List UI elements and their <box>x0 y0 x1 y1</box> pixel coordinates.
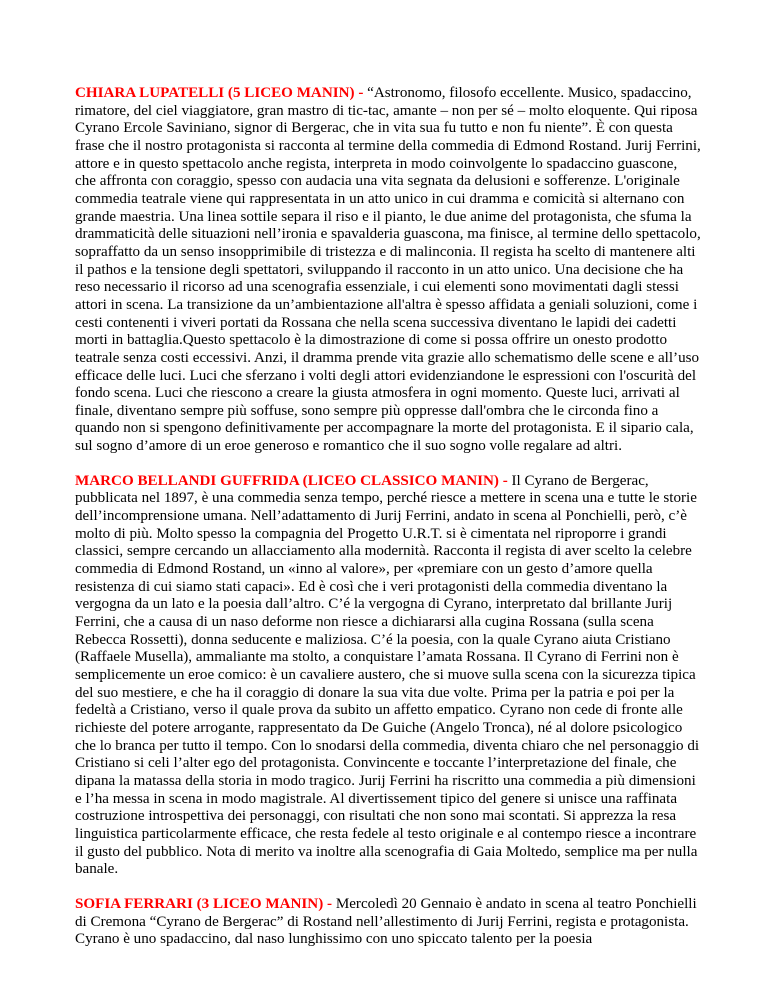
review-paragraph-bellandi <box>75 473 701 879</box>
author-separator: - <box>498 472 512 489</box>
document-body <box>75 85 701 966</box>
review-author: SOFIA FERRARI (3 LICEO MANIN) <box>75 895 324 912</box>
author-separator: - <box>323 895 336 912</box>
review-text: “Astronomo, filosofo eccellente. Musico, spadaccino, rimatore, del ciel viaggiatore, gran mastro di tic-tac, amante – non per sé – molto eloquente. Qui riposa Cyrano Ercole Saviniano, signor di Bergerac, che in vita sua fu tutto e non fu niente”. È con questa frase che il nostro protagonista si racconta al termine della commedia di Edmond Rostand. Jurij Ferrini, attore e in questo spettacolo anche regista, interpreta in modo coinvolgente lo spadaccino guascone, che affronta con coraggio, spesso con audacia una vita segnata da delusioni e sofferenze. L'originale commedia teatrale viene qui rappresentata in un atto unico in cui dramma e comicità si alternano con grande maestria. Una linea sottile separa il riso e il pianto, le due anime del protagonista, che sfuma la drammaticità delle situazioni nell’ironia e spavalderia guascona, ma finisce, al termine dello spettacolo, sopraffatto da un senso insopprimibile di tristezza e di malinconia. Il regista ha scelto di mantenere alti il pathos e la tensione degli spettatori, sviluppando il racconto in un atto unico. Una decisione che ha reso necessario il ricorso ad una scenografia essenziale, i cui elementi sono movimentati dagli stessi attori in scena. La transizione da un’ambientazione all'altra è spesso affidata a geniali soluzioni, come i cesti contenenti i viveri portati da Rossana che nella scena successiva diventano le lapidi dei cadetti morti in battaglia.Questo spettacolo è la dimostrazione di come si possa offrire un onesto prodotto teatrale senza costi eccessivi. Anzi, il dramma prende vita grazie allo schematismo delle scene e all’uso efficace delle luci. Luci che sferzano i volti degli attori evidenziandone le espressioni con l'oscurità del fondo scena. Luci che riescono a creare la giusta atmosfera in ogni momento. Queste luci, arrivati al finale, diventano sempre più soffuse, sono sempre più oppresse dall'ombra che le circonda fino a quando non si spengono definitivamente per accompagnare la morte del protagonista. E il sipario cala, sul sogno d’amore di un eroe generoso e romantico che il suo sogno volle regalare ad altri. <box>75 85 701 455</box>
review-paragraph-lupatelli <box>75 85 701 456</box>
review-text: Mercoledì 20 Gennaio è andato in scena al teatro Ponchielli di Cremona “Cyrano de Bergerac” di Rostand nell’allestimento di Jurij Ferrini, regista e protagonista. Cyrano è uno spadaccino, dal naso lunghissimo con uno spiccato talento per la poesia <box>75 895 697 948</box>
author-separator: - <box>354 85 368 101</box>
review-author: CHIARA LUPATELLI (5 LICEO MANIN) <box>75 85 355 101</box>
review-paragraph-ferrari <box>75 896 701 949</box>
review-author: MARCO BELLANDI GUFFRIDA (LICEO CLASSICO MANIN) <box>75 472 499 489</box>
review-text: Il Cyrano de Bergerac, pubblicata nel 1897, è una commedia senza tempo, perché riesce a mettere in scena una e tutte le storie dell’incomprensione umana. Nell’adattamento di Jurij Ferrini, andato in scena al Ponchielli, però, c’è molto di più. Molto spesso la compagnia del Progetto U.R.T. si è cimentata nel riproporre i grandi classici, sempre cercando un allacciamento alla modernità. Racconta il regista di aver scelto la celebre commedia di Edmond Rostand, un «inno al valore», per «premiare con un gesto d’amore quella resistenza di cui siamo stati capaci». Ed è così che i veri protagonisti della commedia diventano la vergogna da un lato e la poesia dall’altro. C’é la vergogna di Cyrano, interpretato dal brillante Jurij Ferrini, che a causa di un naso deforme non riesce a dichiararsi alla cugina Rossana (sulla scena Rebecca Rossetti), donna seducente e maliziosa. C’é la poesia, con la quale Cyrano aiuta Cristiano (Raffaele Musella), ammaliante ma stolto, a conquistare l’amata Rossana. Il Cyrano di Ferrini non è semplicemente un eroe comico: è un cavaliere austero, che si muove sulla scena con la sicurezza tipica del suo mestiere, e che ha il coraggio di donare la sua vita due volte. Prima per la patria e poi per la fedeltà a Cristiano, verso il quale prova da subito un affetto empatico. Cyrano non cede di fronte alle richieste del potere arrogante, rappresentato da De Guiche (Angelo Tronca), né al dolore psicologico che lo branca per tutto il tempo. Con lo snodarsi della commedia, diventa chiaro che nel personaggio di Cristiano si celi l’alter ego del protagonista. Convincente e toccante l’interpretazione del finale, che dipana la matassa della storia in modo tragico. Jurij Ferrini ha riscritto una commedia a più dimensioni e l’ha messa in scena in modo magistrale. Al divertissement tipico del genere si unisce una raffinata costruzione introspettiva dei personaggi, con risultati che non sono mai scontati. Si apprezza la resa linguistica particolarmente efficace, che resta fedele al testo originale e al contempo riesce a incontrare il gusto del pubblico. Nota di merito va inoltre alla scenografia di Gaia Moltedo, semplice ma per nulla banale. <box>75 472 700 878</box>
